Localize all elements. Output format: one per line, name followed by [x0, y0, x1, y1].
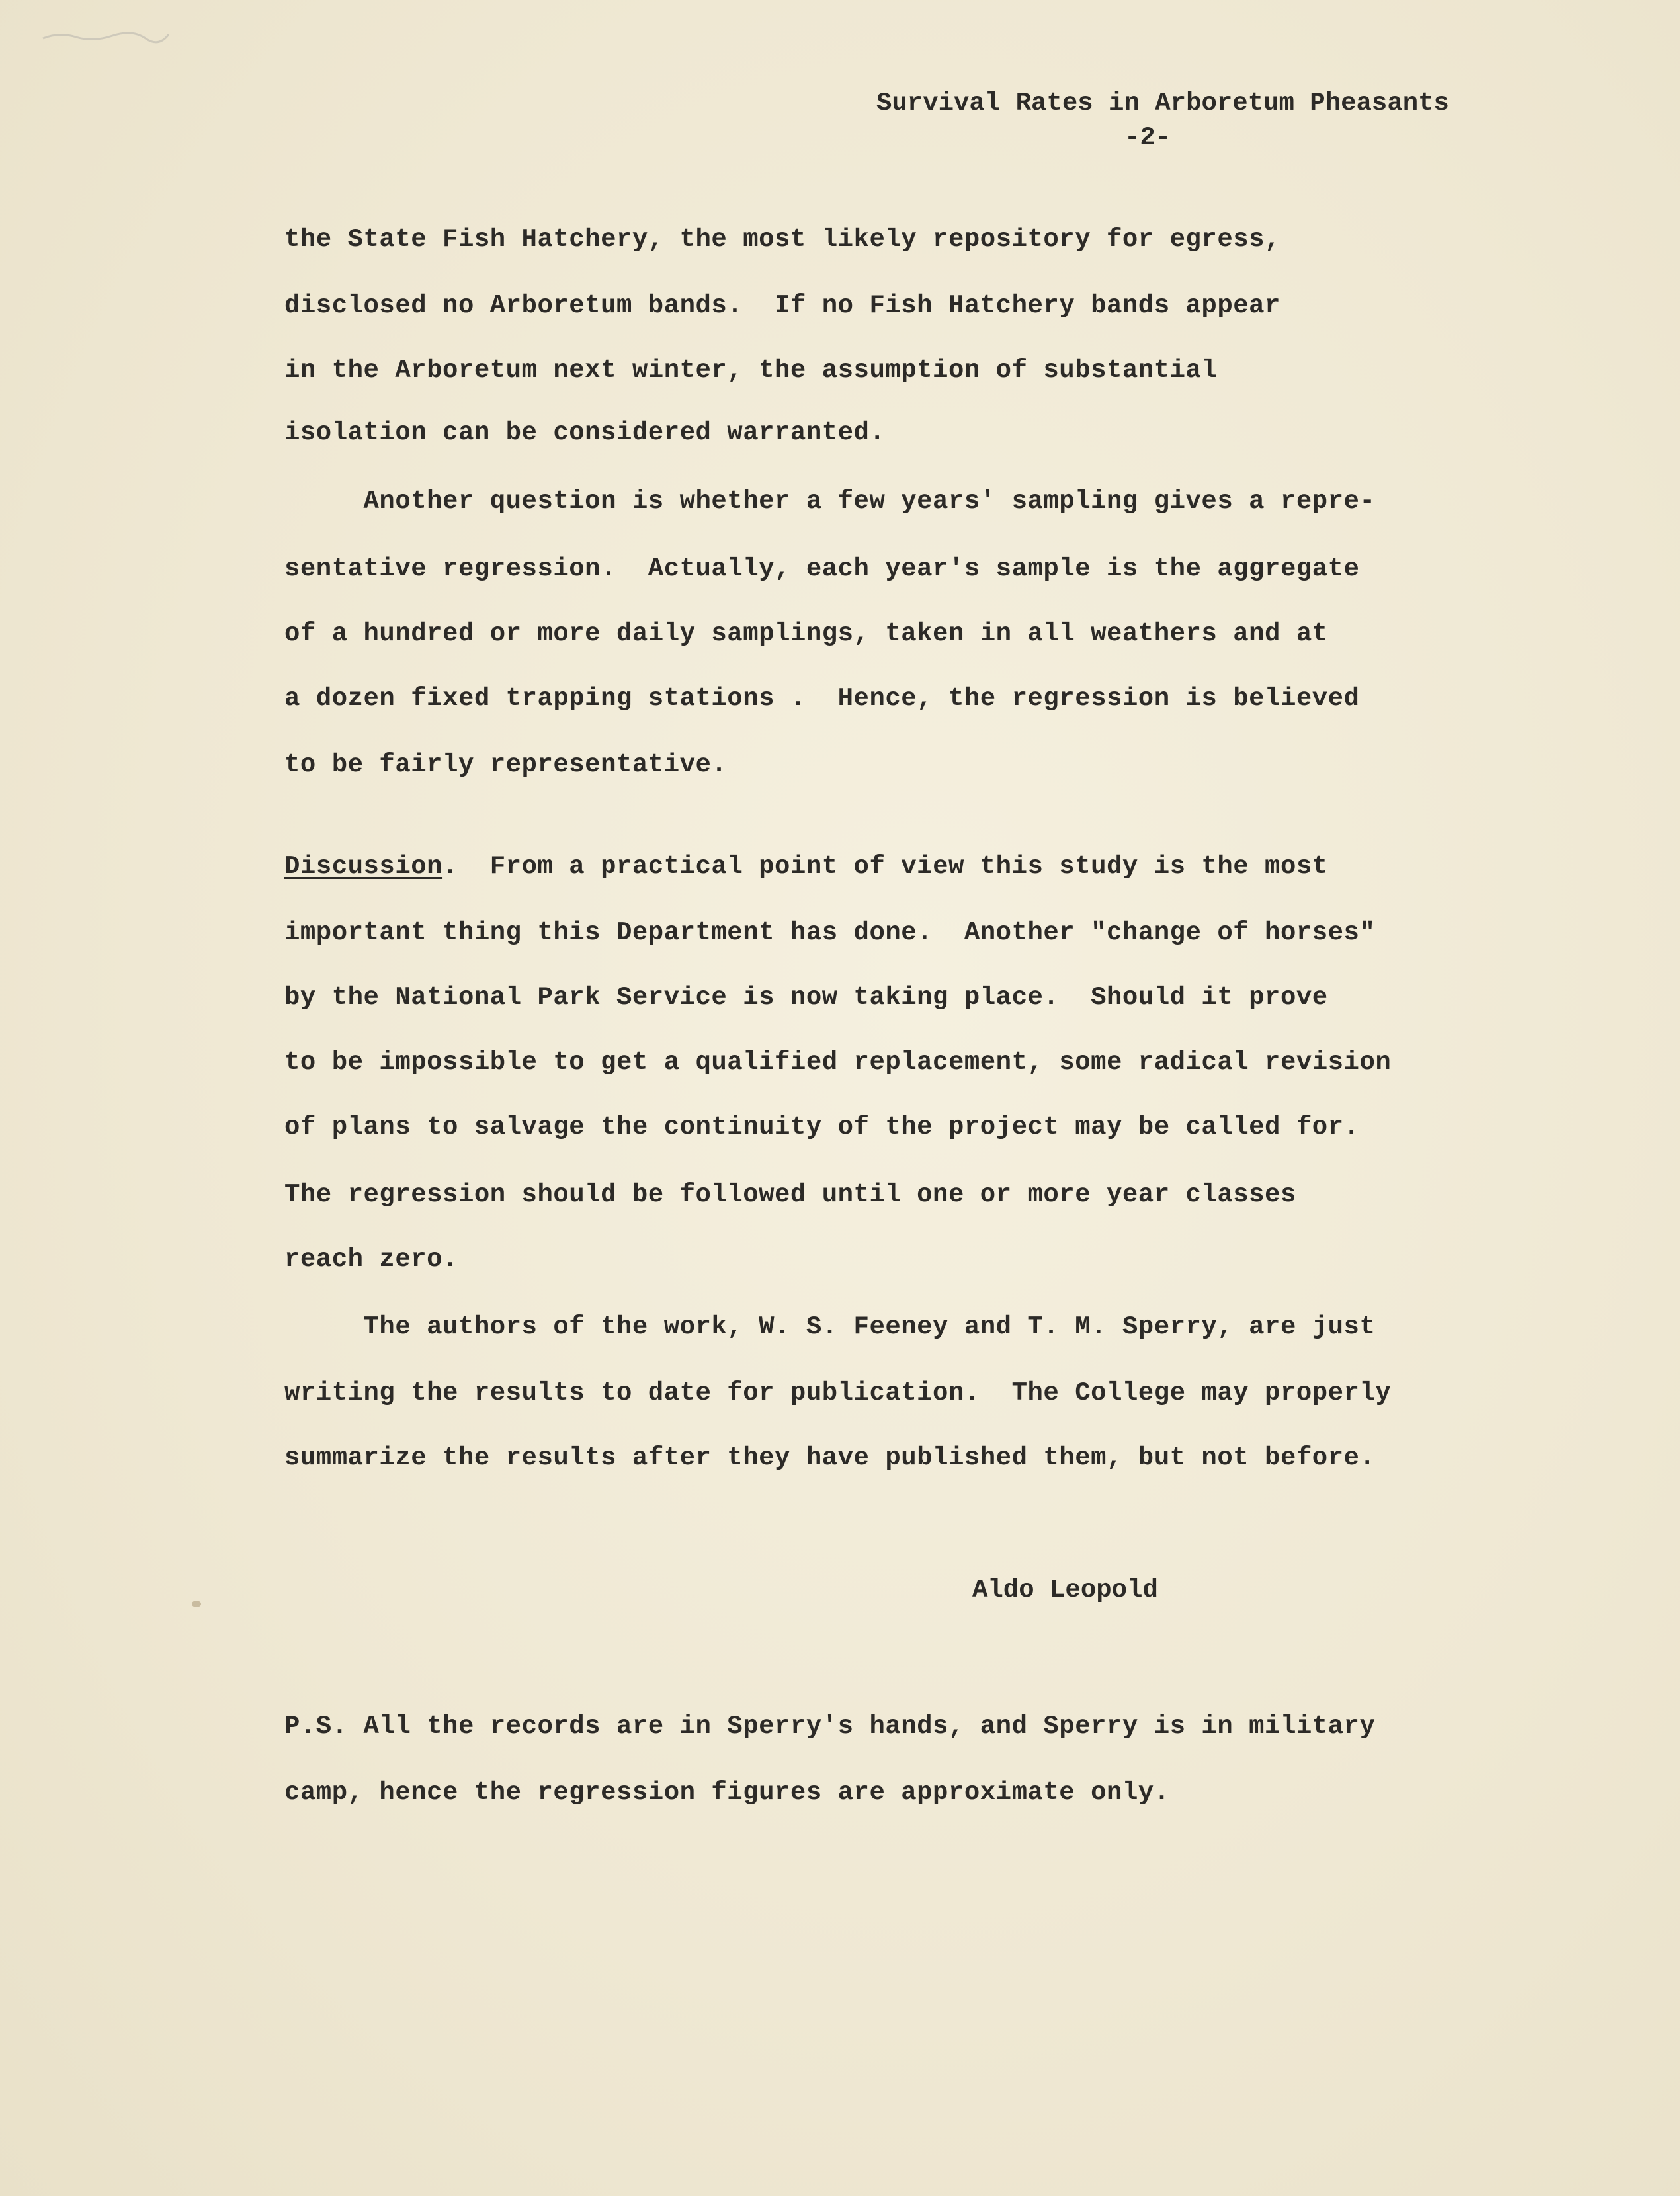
page-number: -2-: [1124, 123, 1171, 152]
discussion-first-line-rest: . From a practical point of view this study is the most: [442, 852, 1328, 881]
paper-speck: [192, 1601, 201, 1607]
signature: Aldo Leopold: [972, 1576, 1158, 1605]
body-line: sentative regression. Actually, each year's sample is the aggregate: [284, 554, 1360, 583]
discussion-line: to be impossible to get a qualified replacement, some radical revision: [284, 1048, 1392, 1077]
body-line: of a hundred or more daily samplings, taken in all weathers and at: [284, 619, 1328, 648]
discussion-line: reach zero.: [284, 1245, 458, 1274]
body-line: isolation can be considered warranted.: [284, 418, 886, 447]
postscript-line: camp, hence the regression figures are approximate only.: [284, 1778, 1170, 1807]
body-line: Another question is whether a few years' sampling gives a repre-: [284, 487, 1376, 516]
discussion-line: writing the results to date for publication. The College may properly: [284, 1378, 1392, 1408]
body-line: to be fairly representative.: [284, 750, 728, 779]
corner-smudge-mark: [40, 26, 172, 46]
discussion-line: The regression should be followed until one or more year classes: [284, 1180, 1296, 1209]
discussion-line: summarize the results after they have published them, but not before.: [284, 1443, 1376, 1472]
body-line: the State Fish Hatchery, the most likely repository for egress,: [284, 225, 1281, 254]
discussion-line: by the National Park Service is now taking place. Should it prove: [284, 983, 1328, 1012]
discussion-heading: Discussion: [284, 852, 443, 881]
discussion-line: of plans to salvage the continuity of the project may be called for.: [284, 1113, 1360, 1142]
discussion-first-line: [284, 851, 1328, 882]
running-header-title: Survival Rates in Arboretum Pheasants: [876, 89, 1449, 118]
body-line: a dozen fixed trapping stations . Hence, the regression is believed: [284, 684, 1360, 713]
postscript-line: P.S. All the records are in Sperry's hands, and Sperry is in military: [284, 1712, 1376, 1741]
body-line: in the Arboretum next winter, the assumption of substantial: [284, 356, 1218, 385]
body-line: disclosed no Arboretum bands. If no Fish Hatchery bands appear: [284, 291, 1281, 320]
discussion-line: The authors of the work, W. S. Feeney and T. M. Sperry, are just: [284, 1312, 1376, 1341]
discussion-line: important thing this Department has done. Another "change of horses": [284, 918, 1376, 947]
